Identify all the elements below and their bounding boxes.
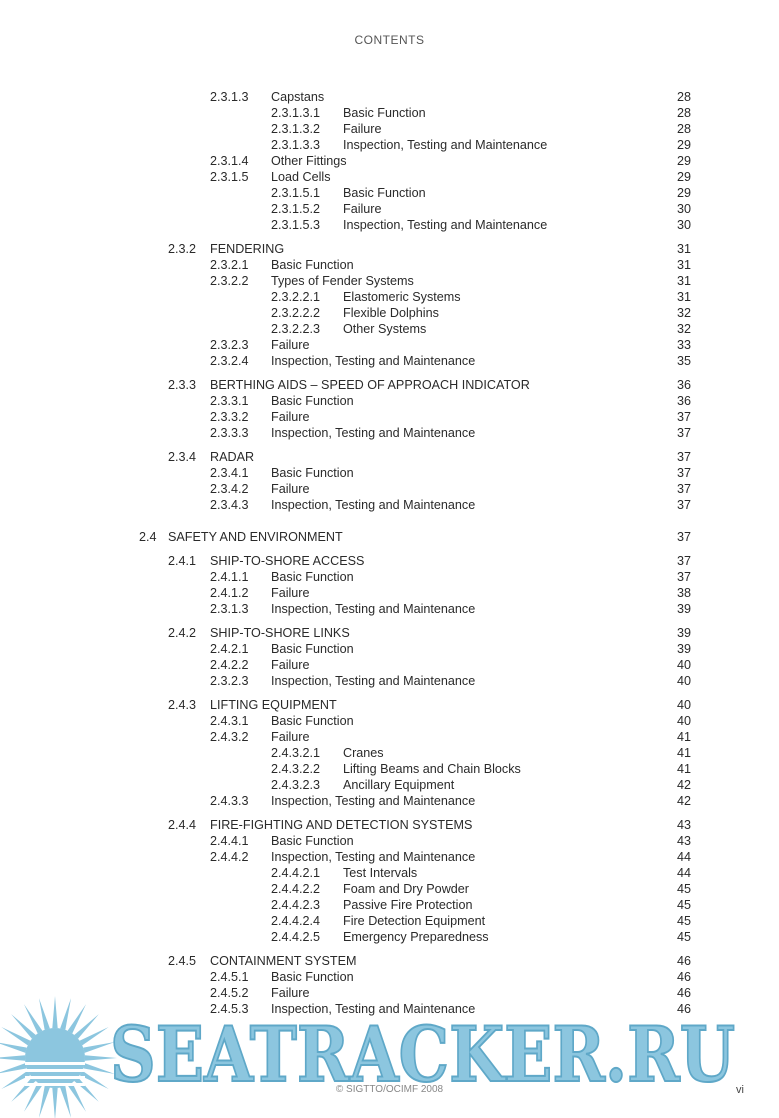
toc-entry[interactable]	[0, 585, 779, 601]
toc-entry-number: 2.3.2.3	[210, 674, 249, 688]
toc-entry-title: Types of Fender Systems	[271, 274, 414, 288]
toc-entry-page: 46	[676, 954, 691, 968]
toc-entry[interactable]	[0, 409, 779, 425]
toc-entry-title: Test Intervals	[343, 866, 418, 880]
toc-entry-page: 31	[676, 290, 691, 304]
toc-entry-page: 37	[676, 530, 691, 544]
toc-entry-number: 2.4.3.2	[210, 730, 249, 744]
toc-entry-number: 2.3.4.1	[210, 466, 249, 480]
toc-entry-title: Cranes	[343, 746, 384, 760]
toc-entry-number: 2.3.2.2.3	[271, 322, 321, 336]
toc-entry-title: Flexible Dolphins	[343, 306, 439, 320]
toc-entry-title: SAFETY AND ENVIRONMENT	[168, 530, 343, 544]
toc-entry-title: Inspection, Testing and Maintenance	[271, 354, 476, 368]
toc-entry[interactable]	[0, 449, 779, 465]
toc-entry[interactable]	[0, 425, 779, 441]
toc-entry-number: 2.3.1.5.1	[271, 186, 321, 200]
toc-entry[interactable]	[0, 529, 779, 545]
toc-entry-title: Failure	[343, 202, 382, 216]
toc-entry-title: Inspection, Testing and Maintenance	[271, 850, 476, 864]
toc-entry-page: 30	[676, 202, 691, 216]
toc-entry[interactable]	[0, 497, 779, 513]
toc-entry-page: 39	[676, 602, 691, 616]
toc-entry-number: 2.3.3.3	[210, 426, 249, 440]
table-of-contents	[0, 89, 779, 1017]
toc-entry-title: Load Cells	[271, 170, 331, 184]
toc-entry-title: Elastomeric Systems	[343, 290, 461, 304]
toc-entry-page: 40	[676, 698, 691, 712]
toc-entry[interactable]	[0, 337, 779, 353]
toc-entry-title: Basic Function	[271, 570, 354, 584]
toc-entry[interactable]	[0, 697, 779, 713]
toc-entry-page: 31	[676, 242, 691, 256]
toc-entry-page: 32	[676, 306, 691, 320]
toc-entry-page: 41	[676, 746, 691, 760]
toc-entry-number: 2.4.5.3	[210, 1002, 249, 1016]
toc-entry-title: Lifting Beams and Chain Blocks	[343, 762, 521, 776]
toc-entry-title: Basic Function	[343, 106, 426, 120]
toc-entry-number: 2.4.3.2.2	[271, 762, 321, 776]
toc-entry-number: 2.4.5.2	[210, 986, 249, 1000]
toc-entry-title: Failure	[343, 122, 382, 136]
toc-entry-title: Failure	[271, 482, 310, 496]
toc-entry-page: 30	[676, 218, 691, 232]
toc-entry-title: CONTAINMENT SYSTEM	[210, 954, 357, 968]
toc-entry-page: 45	[676, 914, 691, 928]
toc-entry-number: 2.4.3.1	[210, 714, 249, 728]
toc-entry-title: Inspection, Testing and Maintenance	[343, 218, 548, 232]
toc-entry-page: 40	[676, 714, 691, 728]
toc-entry-page: 44	[676, 850, 691, 864]
toc-entry-page: 32	[676, 322, 691, 336]
toc-entry-page: 37	[676, 410, 691, 424]
toc-entry-page: 38	[676, 586, 691, 600]
toc-entry-number: 2.3.1.3	[210, 602, 249, 616]
toc-entry-page: 37	[676, 570, 691, 584]
toc-entry[interactable]	[0, 673, 779, 689]
toc-entry[interactable]	[0, 257, 779, 273]
toc-entry-page: 37	[676, 466, 691, 480]
toc-entry-title: Inspection, Testing and Maintenance	[271, 1002, 476, 1016]
toc-entry-title: FENDERING	[210, 242, 285, 256]
toc-entry[interactable]	[0, 105, 779, 121]
toc-entry-number: 2.4.4.2.4	[271, 914, 321, 928]
toc-entry-page: 35	[676, 354, 691, 368]
toc-entry-page: 29	[676, 170, 691, 184]
toc-entry-number: 2.3.4.3	[210, 498, 249, 512]
toc-entry[interactable]	[0, 89, 779, 105]
toc-entry-number: 2.3.4	[168, 450, 197, 464]
toc-entry-page: 40	[676, 674, 691, 688]
toc-entry-page: 33	[676, 338, 691, 352]
toc-entry[interactable]	[0, 217, 779, 233]
toc-entry-number: 2.4.2.2	[210, 658, 249, 672]
toc-entry[interactable]	[0, 953, 779, 969]
toc-entry[interactable]	[0, 849, 779, 865]
toc-entry-number: 2.4.3.3	[210, 794, 249, 808]
toc-entry[interactable]	[0, 121, 779, 137]
toc-entry-number: 2.3.1.5.3	[271, 218, 321, 232]
toc-entry-title: SHIP-TO-SHORE LINKS	[210, 626, 350, 640]
toc-entry-title: Inspection, Testing and Maintenance	[271, 674, 476, 688]
toc-entry-title: Failure	[271, 586, 310, 600]
toc-entry[interactable]	[0, 865, 779, 881]
toc-entry-page: 43	[676, 834, 691, 848]
copyright-footer: © SIGTTO/OCIMF 2008	[335, 1084, 444, 1095]
toc-entry[interactable]	[0, 657, 779, 673]
toc-entry-title: BERTHING AIDS – SPEED OF APPROACH INDICATOR	[210, 378, 530, 392]
toc-entry-page: 46	[676, 970, 691, 984]
toc-entry[interactable]	[0, 641, 779, 657]
toc-entry-page: 42	[676, 778, 691, 792]
toc-entry-page: 41	[676, 762, 691, 776]
toc-entry[interactable]	[0, 793, 779, 809]
toc-entry[interactable]	[0, 305, 779, 321]
toc-entry-title: FIRE-FIGHTING AND DETECTION SYSTEMS	[210, 818, 473, 832]
toc-entry[interactable]	[0, 913, 779, 929]
toc-entry-page: 41	[676, 730, 691, 744]
toc-entry-number: 2.4.2	[168, 626, 197, 640]
toc-entry[interactable]	[0, 745, 779, 761]
toc-entry-title: Failure	[271, 730, 310, 744]
toc-entry-number: 2.4.5.1	[210, 970, 249, 984]
toc-entry-number: 2.3.2	[168, 242, 197, 256]
toc-entry[interactable]	[0, 201, 779, 217]
toc-entry-title: Other Systems	[343, 322, 427, 336]
toc-entry-title: Inspection, Testing and Maintenance	[343, 138, 548, 152]
toc-entry-title: Foam and Dry Powder	[343, 882, 469, 896]
toc-entry[interactable]	[0, 393, 779, 409]
toc-entry-number: 2.4.4	[168, 818, 197, 832]
toc-entry-page: 44	[676, 866, 691, 880]
page-number: vi	[736, 1084, 744, 1096]
toc-entry[interactable]	[0, 153, 779, 169]
toc-entry-title: Inspection, Testing and Maintenance	[271, 794, 476, 808]
toc-entry-number: 2.3.3.1	[210, 394, 249, 408]
toc-entry-page: 29	[676, 154, 691, 168]
toc-entry-page: 42	[676, 794, 691, 808]
toc-entry-number: 2.4.1.2	[210, 586, 249, 600]
toc-entry-title: Failure	[271, 338, 310, 352]
toc-entry[interactable]	[0, 185, 779, 201]
toc-entry-number: 2.3.2.3	[210, 338, 249, 352]
toc-entry-number: 2.4.3	[168, 698, 197, 712]
toc-entry-page: 37	[676, 450, 691, 464]
toc-entry-title: SHIP-TO-SHORE ACCESS	[210, 554, 365, 568]
toc-entry-page: 37	[676, 482, 691, 496]
toc-entry-number: 2.4.1.1	[210, 570, 249, 584]
toc-entry-number: 2.3.2.2	[210, 274, 249, 288]
toc-entry-page: 28	[676, 106, 691, 120]
toc-entry-page: 29	[676, 186, 691, 200]
toc-entry-page: 37	[676, 554, 691, 568]
toc-entry-page: 37	[676, 498, 691, 512]
toc-entry[interactable]	[0, 833, 779, 849]
toc-entry-title: Other Fittings	[271, 154, 347, 168]
toc-entry-number: 2.4.4.2.1	[271, 866, 321, 880]
toc-entry-page: 29	[676, 138, 691, 152]
toc-entry-page: 36	[676, 378, 691, 392]
toc-entry-number: 2.3.2.2.1	[271, 290, 321, 304]
toc-entry-page: 46	[676, 1002, 691, 1016]
toc-entry-number: 2.4.2.1	[210, 642, 249, 656]
toc-entry-number: 2.3.1.5	[210, 170, 249, 184]
toc-entry[interactable]	[0, 881, 779, 897]
toc-entry-page: 45	[676, 930, 691, 944]
toc-entry-title: Basic Function	[271, 466, 354, 480]
toc-entry-page: 46	[676, 986, 691, 1000]
toc-entry-page: 31	[676, 258, 691, 272]
page-header: CONTENTS	[354, 33, 425, 47]
toc-entry-title: Inspection, Testing and Maintenance	[271, 426, 476, 440]
toc-entry[interactable]	[0, 273, 779, 289]
toc-entry[interactable]	[0, 377, 779, 393]
toc-entry-page: 37	[676, 426, 691, 440]
watermark-text: SEATRACKER.RU	[110, 1010, 735, 1099]
toc-entry-title: Basic Function	[271, 970, 354, 984]
toc-entry[interactable]	[0, 817, 779, 833]
toc-entry-number: 2.4.4.2	[210, 850, 249, 864]
toc-entry[interactable]	[0, 553, 779, 569]
toc-entry-number: 2.3.3	[168, 378, 197, 392]
toc-entry-number: 2.3.1.4	[210, 154, 249, 168]
toc-entry-title: Inspection, Testing and Maintenance	[271, 498, 476, 512]
toc-entry-page: 40	[676, 658, 691, 672]
toc-entry[interactable]	[0, 169, 779, 185]
toc-entry-page: 39	[676, 642, 691, 656]
toc-entry-title: Failure	[271, 986, 310, 1000]
toc-entry-number: 2.3.2.1	[210, 258, 249, 272]
toc-entry-number: 2.3.1.5.2	[271, 202, 321, 216]
toc-entry-page: 36	[676, 394, 691, 408]
toc-entry[interactable]	[0, 729, 779, 745]
toc-entry-number: 2.4.4.2.5	[271, 930, 321, 944]
toc-entry-title: Passive Fire Protection	[343, 898, 473, 912]
toc-entry[interactable]	[0, 137, 779, 153]
toc-entry-page: 28	[676, 90, 691, 104]
toc-entry[interactable]	[0, 321, 779, 337]
toc-entry-title: Basic Function	[343, 186, 426, 200]
toc-entry[interactable]	[0, 713, 779, 729]
toc-entry-number: 2.3.1.3.2	[271, 122, 321, 136]
toc-entry[interactable]	[0, 929, 779, 945]
toc-entry[interactable]	[0, 481, 779, 497]
toc-entry-number: 2.4.1	[168, 554, 197, 568]
toc-entry-title: LIFTING EQUIPMENT	[210, 698, 337, 712]
toc-entry-title: Emergency Preparedness	[343, 930, 489, 944]
toc-entry-number: 2.3.2.2.2	[271, 306, 321, 320]
toc-entry-number: 2.3.1.3.3	[271, 138, 321, 152]
toc-entry-number: 2.4.4.1	[210, 834, 249, 848]
toc-entry-page: 31	[676, 274, 691, 288]
toc-entry-number: 2.4.5	[168, 954, 197, 968]
toc-entry[interactable]	[0, 761, 779, 777]
toc-entry-page: 45	[676, 882, 691, 896]
toc-entry-title: Capstans	[271, 90, 325, 104]
toc-entry-page: 39	[676, 626, 691, 640]
toc-entry-page: 28	[676, 122, 691, 136]
toc-entry-title: Failure	[271, 410, 310, 424]
toc-entry-title: RADAR	[210, 450, 255, 464]
toc-entry-number: 2.3.3.2	[210, 410, 249, 424]
toc-entry-title: Ancillary Equipment	[343, 778, 455, 792]
toc-entry-number: 2.3.4.2	[210, 482, 249, 496]
toc-entry[interactable]	[0, 289, 779, 305]
toc-entry-title: Fire Detection Equipment	[343, 914, 486, 928]
toc-entry-title: Basic Function	[271, 714, 354, 728]
toc-entry-number: 2.4.3.2.3	[271, 778, 321, 792]
toc-entry-title: Failure	[271, 658, 310, 672]
toc-entry[interactable]	[0, 897, 779, 913]
toc-entry[interactable]	[0, 777, 779, 793]
toc-entry[interactable]	[0, 241, 779, 257]
toc-entry-page: 43	[676, 818, 691, 832]
toc-entry-number: 2.3.1.3	[210, 90, 249, 104]
toc-entry[interactable]	[0, 601, 779, 617]
toc-entry-number: 2.4.4.2.2	[271, 882, 321, 896]
sun-logo-icon	[0, 996, 117, 1118]
toc-entry-number: 2.3.2.4	[210, 354, 249, 368]
watermark	[0, 978, 779, 1118]
toc-entry[interactable]	[0, 353, 779, 369]
toc-entry-title: Inspection, Testing and Maintenance	[271, 602, 476, 616]
toc-entry-number: 2.4.3.2.1	[271, 746, 321, 760]
toc-entry[interactable]	[0, 465, 779, 481]
toc-entry-number: 2.4	[139, 530, 157, 544]
toc-entry-title: Basic Function	[271, 642, 354, 656]
toc-entry-title: Basic Function	[271, 834, 354, 848]
toc-entry-number: 2.3.1.3.1	[271, 106, 321, 120]
toc-entry[interactable]	[0, 625, 779, 641]
toc-entry-number: 2.4.4.2.3	[271, 898, 321, 912]
toc-entry-title: Basic Function	[271, 394, 354, 408]
toc-entry-page: 45	[676, 898, 691, 912]
toc-entry-title: Basic Function	[271, 258, 354, 272]
toc-entry[interactable]	[0, 569, 779, 585]
